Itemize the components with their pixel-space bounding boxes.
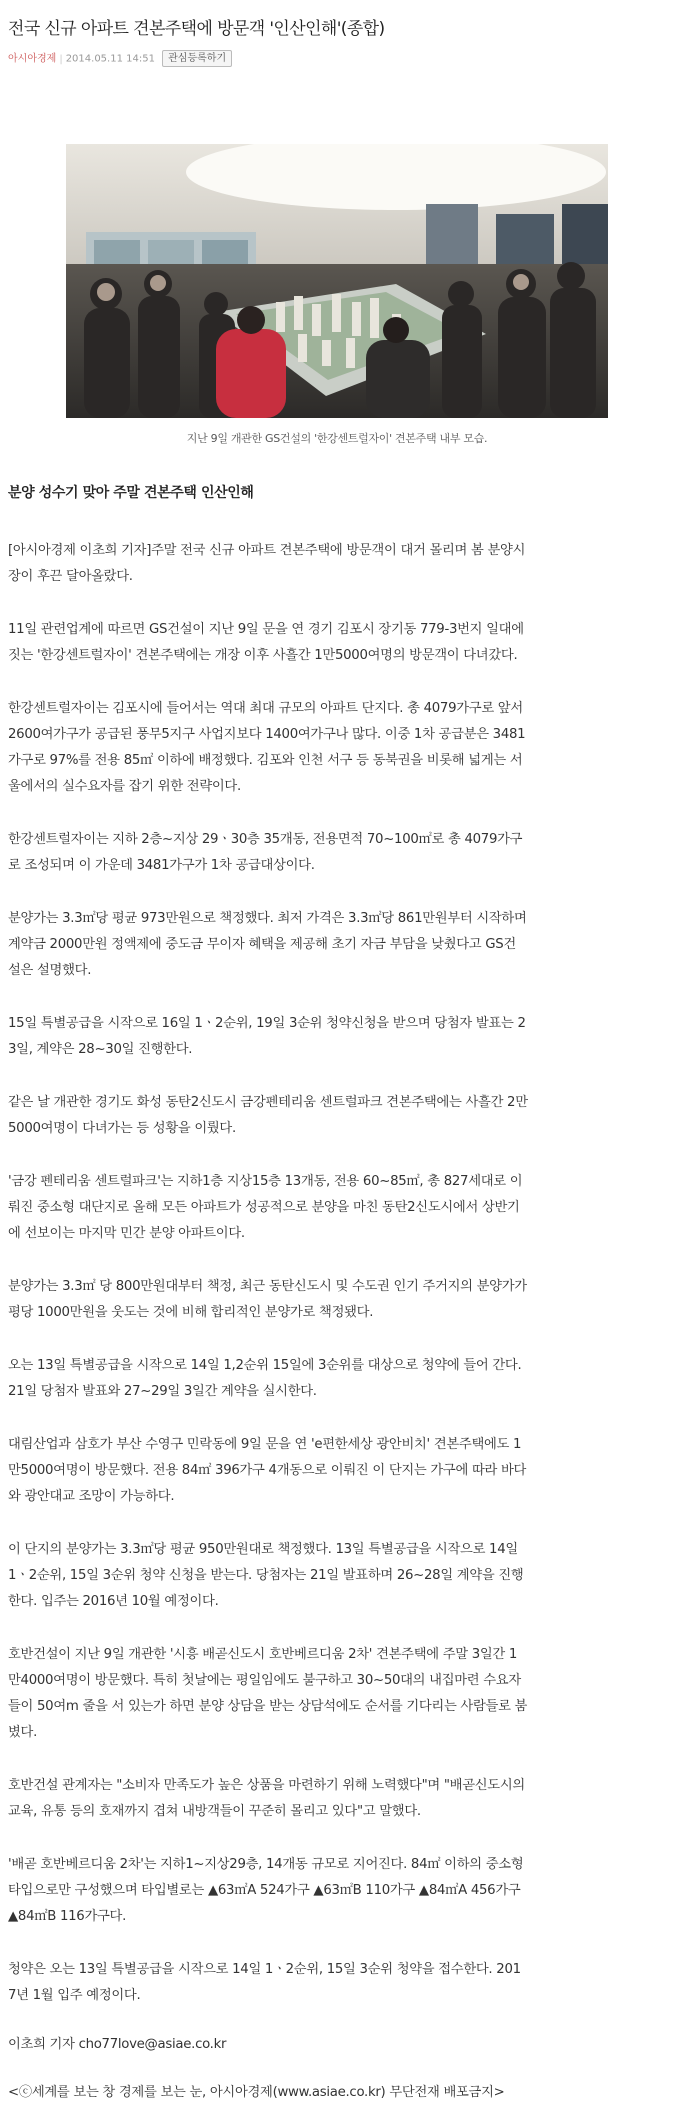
article-paragraph: '배곧 호반베르디움 2차'는 지하1~지상29층, 14개동 규모로 지어진다. 84㎡ 이하의 중소형 타입으로만 구성했으며 타입별로는 ▲63㎡A 524가구 ▲63㎡B 110가구 ▲84㎡A 456가구 ▲84㎡B 116가구다. [8, 1857, 524, 1924]
copyright-notice: <ⓒ세계를 보는 창 경제를 보는 눈, 아시아경제(www.asiae.co.kr) 무단전재 배포금지> [8, 2085, 505, 2100]
article-headline: 전국 신규 아파트 견본주택에 방문객 '인산인해'(종합) [8, 19, 385, 39]
article-paragraph: 이 단지의 분양가는 3.3㎡당 평균 950만원대로 책정했다. 13일 특별공급을 시작으로 14일 1ㆍ2순위, 15일 3순위 청약 신청을 받는다. 당첨자는 21일 발표하며 26~28일 계약을 진행한다. 입주는 2016년 10월 예정이다. [8, 1542, 524, 1609]
article-paragraph: '금강 펜테리움 센트럴파크'는 지하1층 지상15층 13개동, 전용 60~85㎡, 총 827세대로 이뤄진 중소형 대단지로 올해 모든 아파트가 성공적으로 분양을 마친 동탄2신도시에서 상반기에 선보이는 마지막 민간 분양 아파트이다. [8, 1174, 523, 1241]
article-paragraph: 호반건설이 지난 9일 개관한 '시흥 배곧신도시 호반베르디움 2차' 견본주택에 주말 3일간 1만4000여명이 방문했다. 특히 첫날에는 평일임에도 불구하고 30~50대의 내집마련 수요자들이 50여m 줄을 서 있는가 하면 분양 상담을 받는 상담석에도 순서를 기다리는 사람들로 붐볐다. [8, 1647, 528, 1740]
article-paragraph: 11일 관련업계에 따르면 GS건설이 지난 9일 문을 연 경기 김포시 장기동 779-3번지 일대에 짓는 '한강센트럴자이' 견본주택에는 개장 이후 사흘간 1만5000여명의 방문객이 다녀갔다. [8, 622, 524, 663]
photo-caption: 지난 9일 개관한 GS건설의 '한강센트럴자이' 견본주택 내부 모습. [186, 432, 488, 445]
source-link[interactable]: 아시아경제 [8, 53, 57, 65]
follow-button[interactable]: 관심등록하기 [162, 50, 232, 67]
article-paragraph: [아시아경제 이초희 기자]주말 전국 신규 아파트 견본주택에 방문객이 대거 몰리며 봄 분양시장이 후끈 달아올랐다. [8, 543, 526, 584]
meta-separator: | [59, 53, 63, 65]
article-container [8, 0, 528, 2106]
article-photo-block [66, 144, 608, 446]
article-paragraph: 한강센트럴자이는 김포시에 들어서는 역대 최대 규모의 아파트 단지다. 총 4079가구로 앞서 2600여가구가 공급된 풍무5지구 사업지보다 1400여가구나 많다. 이중 1차 공급분은 3481가구로 97%를 전용 85㎡ 이하에 배정했다. 김포와 인천 서구 등 동북권을 비롯해 넓게는 서울에서의 실수요자를 잡기 위한 전략이다. [8, 701, 526, 794]
article-photo[interactable] [66, 144, 608, 418]
article-paragraph: 청약은 오는 13일 특별공급을 시작으로 14일 1ㆍ2순위, 15일 3순위 청약을 접수한다. 2017년 1월 입주 예정이다. [8, 1962, 521, 2003]
reporter-byline: 이초희 기자 cho77love@asiae.co.kr [8, 2037, 227, 2052]
article-meta [8, 50, 528, 70]
article-paragraph: 같은 날 개관한 경기도 화성 동탄2신도시 금강펜테리움 센트럴파크 견본주택에는 사흘간 2만5000여명이 다녀가는 등 성황을 이뤘다. [8, 1095, 528, 1136]
publish-datetime: 2014.05.11 14:51 [65, 53, 155, 65]
article-paragraph: 오는 13일 특별공급을 시작으로 14일 1,2순위 15일에 3순위를 대상으로 청약에 들어 간다. 21일 당첨자 발표와 27~29일 3일간 계약을 실시한다. [8, 1358, 522, 1399]
article-paragraph: 분양가는 3.3㎡당 평균 973만원으로 책정했다. 최저 가격은 3.3㎡당 861만원부터 시작하며 계약금 2000만원 정액제에 중도금 무이자 혜택을 제공해 초기 자금 부담을 낮췄다고 GS건설은 설명했다. [8, 911, 527, 978]
article-paragraph: 한강센트럴자이는 지하 2층~지상 29ㆍ30층 35개동, 전용면적 70~100㎡로 총 4079가구로 조성되며 이 가운데 3481가구가 1차 공급대상이다. [8, 832, 523, 873]
article-paragraph: 15일 특별공급을 시작으로 16일 1ㆍ2순위, 19일 3순위 청약신청을 받으며 당첨자 발표는 23일, 계약은 28~30일 진행한다. [8, 1016, 526, 1057]
article-paragraph: 호반건설 관계자는 "소비자 만족도가 높은 상품을 마련하기 위해 노력했다"며 "배곧신도시의 교육, 유통 등의 호재까지 겹쳐 내방객들이 꾸준히 몰리고 있다"고 말했다. [8, 1778, 525, 1819]
article-subheadline: 분양 성수기 맞아 주말 견본주택 인산인해 [8, 485, 254, 501]
article-paragraph: 대림산업과 삼호가 부산 수영구 민락동에 9일 문을 연 'e편한세상 광안비치' 견본주택에도 1만5000여명이 방문했다. 전용 84㎡ 396가구 4개동으로 이뤄진 이 단지는 가구에 따라 바다와 광안대교 조망이 가능하다. [8, 1437, 527, 1504]
article-paragraph: 분양가는 3.3㎡ 당 800만원대부터 책정, 최근 동탄신도시 및 수도권 인기 주거지의 분양가가 평당 1000만원을 웃도는 것에 비해 합리적인 분양가로 책정됐다. [8, 1279, 527, 1320]
article-body [8, 538, 528, 2106]
